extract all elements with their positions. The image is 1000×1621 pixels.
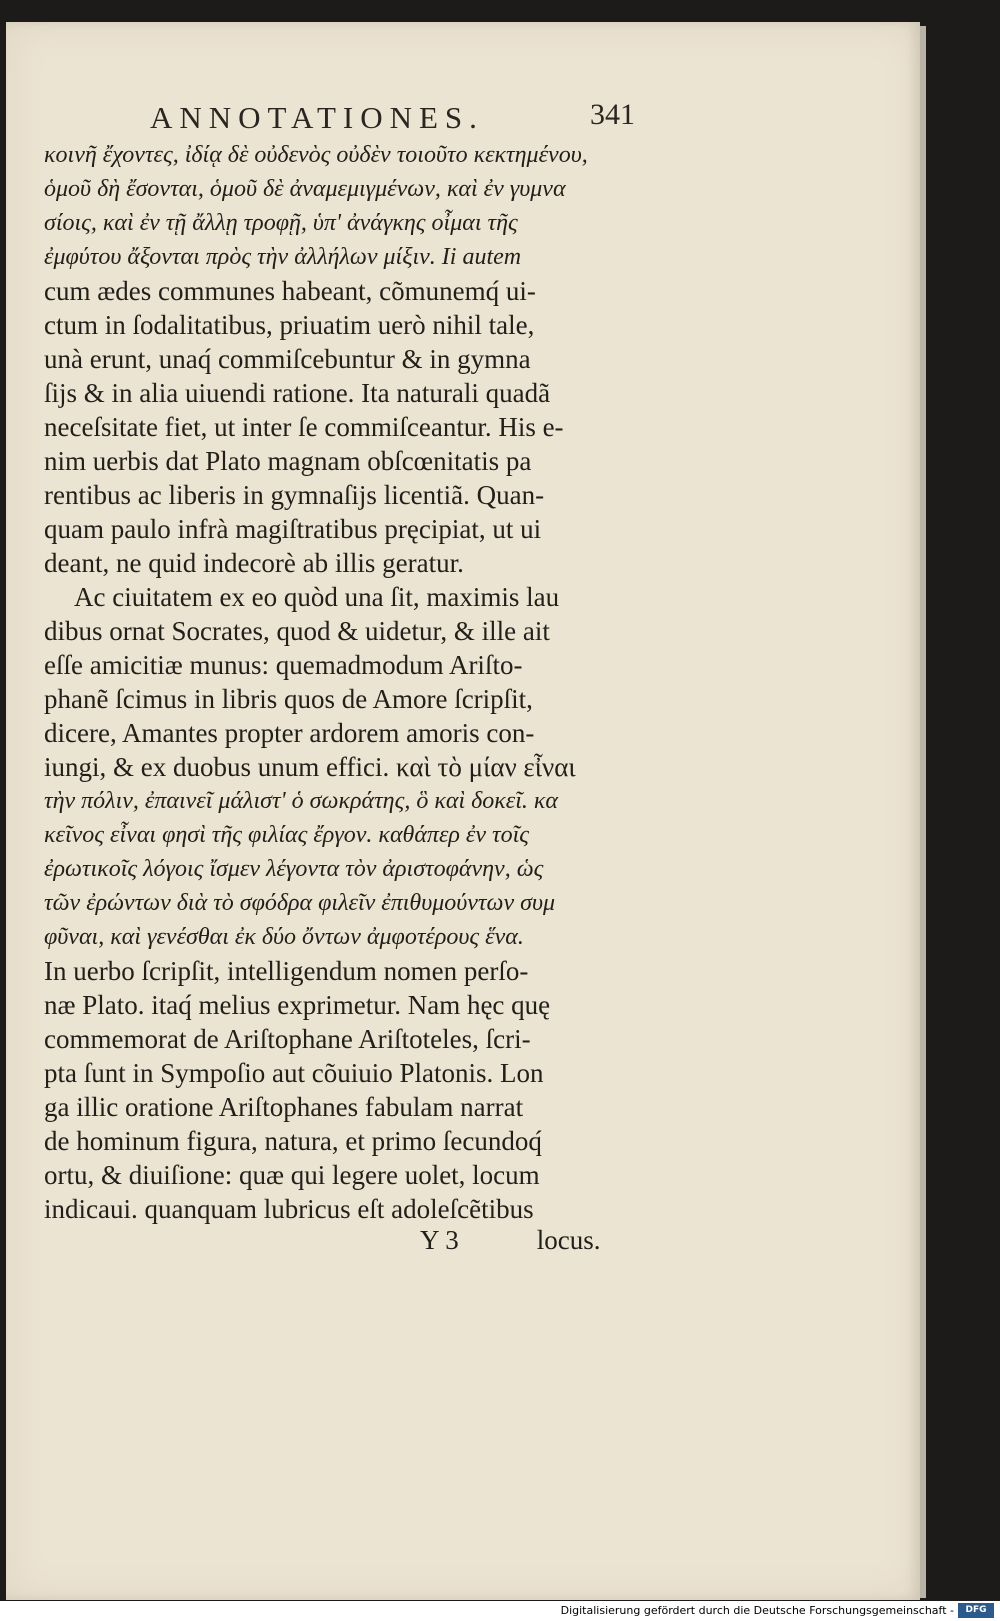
- text-line: dicere, Amantes propter ardorem amoris con-: [44, 718, 535, 748]
- running-head: ANNOTATIONES.: [150, 100, 484, 135]
- text-line: quam paulo infrà magiſtratibus pręcipiat, ut ui: [44, 514, 542, 544]
- page-edge: [920, 26, 926, 1598]
- text-line: næ Plato. itaq́ melius exprimetur. Nam hęc quę: [44, 990, 551, 1020]
- text-line: neceſsitate fiet, ut inter ſe commiſceantur. His e-: [44, 412, 564, 442]
- signature-mark: Y 3: [420, 1225, 459, 1255]
- text-line: ἐρωτικοῖς λόγοις ἴσμεν λέγοντα τὸν ἀριστοφάνην, ὡς: [44, 856, 544, 882]
- signature-line: [420, 1225, 601, 1256]
- text-line: dibus ornat Socrates, quod & uidetur, & ille ait: [44, 616, 550, 646]
- text-line: de hominum figura, natura, et primo ſecundoq́: [44, 1126, 542, 1156]
- text-line: κεῖνος εἶναι φησὶ τῆς φιλίας ἔργον. καθάπερ ἐν τοῖς: [44, 822, 530, 848]
- text-line: indicaui. quanquam lubricus eſt adoleſcẽtibus: [44, 1194, 534, 1224]
- text-line: ὁμοῦ δὴ ἔσονται, ὁμοῦ δὲ ἀναμεμιγμένων, καὶ ἐν γυμνα: [44, 176, 566, 202]
- text-line: ſijs & in alia uiuendi ratione. Ita naturali quadã: [44, 378, 551, 408]
- text-line: cum ædes communes habeant, cõmunemq́ ui-: [44, 276, 536, 306]
- text-line: commemorat de Ariſtophane Ariſtoteles, ſcri-: [44, 1024, 531, 1054]
- text-line: τῶν ἐρώντων διὰ τὸ σφόδρα φιλεῖν ἐπιθυμούντων συμ: [44, 890, 556, 916]
- text-line: iungi, & ex duobus unum effici. καὶ τὸ μίαν εἶναι: [44, 752, 576, 782]
- dfg-logo: DFG: [958, 1603, 994, 1618]
- text-line: σίοις, καὶ ἐν τῇ ἄλλῃ τροφῇ, ὑπ' ἀνάγκης οἶμαι τῆς: [44, 210, 518, 236]
- text-line: φῦναι, καὶ γενέσθαι ἐκ δύο ὄντων ἀμφοτέρους ἕνα.: [44, 924, 524, 950]
- text-line: unà erunt, unaq́ commiſcebuntur & in gymna: [44, 344, 531, 374]
- text-line: τὴν πόλιν, ἐπαινεῖ μάλιστ' ὁ σωκράτης, ὃ καὶ δοκεῖ. κα: [44, 788, 559, 814]
- text-line: ctum in ſodalitatibus, priuatim uerò nihil tale,: [44, 310, 535, 340]
- text-line: In uerbo ſcripſit, intelligendum nomen perſo-: [44, 956, 529, 986]
- text-line: nim uerbis dat Plato magnam obſcœnitatis pa: [44, 446, 532, 476]
- page-number: 341: [590, 98, 635, 131]
- digitization-credit: Digitalisierung gefördert durch die Deutsche Forschungsgemeinschaft -: [560, 1604, 954, 1617]
- text-line: deant, ne quid indecorè ab illis geratur.: [44, 548, 464, 578]
- text-line: eſſe amicitiæ munus: quemadmodum Ariſto-: [44, 650, 523, 680]
- text-line: κοινῆ ἔχοντες, ἰδίᾳ δὲ οὐδενὸς οὐδὲν τοιοῦτο κεκτημένου,: [44, 142, 588, 168]
- text-line: ortu, & diuiſione: quæ qui legere uolet, locum: [44, 1160, 540, 1190]
- text-line: phanẽ ſcimus in libris quos de Amore ſcripſit,: [44, 684, 533, 714]
- text-line: rentibus ac liberis in gymnaſijs licentiã. Quan-: [44, 480, 545, 510]
- text-line: pta ſunt in Sympoſio aut cõuiuio Platonis. Lon: [44, 1058, 544, 1088]
- text-line: ga illic oratione Ariſtophanes fabulam narrat: [44, 1092, 524, 1122]
- text-line: Ac ciuitatem ex eo quòd una ſit, maximis lau: [74, 582, 560, 612]
- text-line: ἐμφύτου ἄξονται πρὸς τὴν ἀλλήλων μίξιν. Ii autem: [44, 244, 522, 270]
- body-text: [44, 138, 644, 1226]
- catchword: locus.: [536, 1225, 601, 1255]
